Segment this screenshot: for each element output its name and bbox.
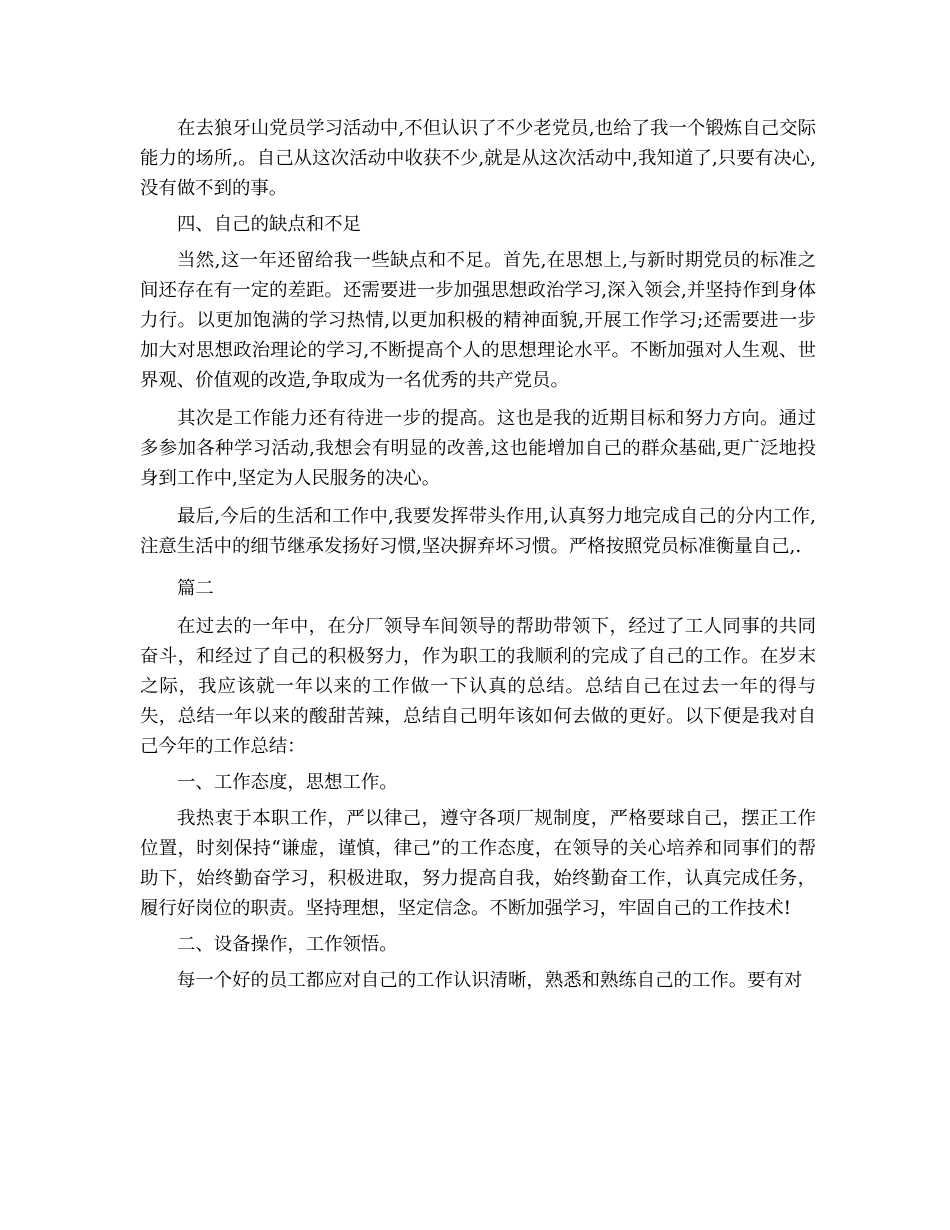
section-title-part-two: 篇二: [177, 578, 214, 599]
document-body: [140, 114, 816, 996]
paragraph-shortcomings: 当然,这一年还留给我一些缺点和不足。首先,在思想上,与新时期党员的标准之间还存在有一定的差距。还需要进一步加强思想政治学习,深入领会,并坚持作到身体力行。以更加饱满的学习热情,以更加积极的精神面貌,开展工作学习;还需要进一步加大对思想政治理论的学习,不断提高个人的思想理论水平。不断加强对人生观、世界观、价值观的改造,争取成为一名优秀的共产党员。: [140, 250, 816, 391]
paragraph-work-ability: 其次是工作能力还有待进一步的提高。这也是我的近期目标和努力方向。通过多参加各种学习活动,我想会有明显的改善,这也能增加自己的群众基础,更广泛地投身到工作中,坚定为人民服务的决心。: [140, 408, 816, 489]
paragraph-langya-activity: 在去狼牙山党员学习活动中,不但认识了不少老党员,也给了我一个锻炼自己交际能力的场所,。自己从这次活动中收获不少,就是从这次活动中,我知道了,只要有决心,没有做不到的事。: [140, 118, 816, 199]
paragraph-work-attitude: 我热衷于本职工作，严以律己，遵守各项厂规制度，严格要球自己，摆正工作位置，时刻保持“谦虚，谨慎，律己”的工作态度，在领导的关心培养和同事们的帮助下，始终勤奋学习，积极进取，努力提高自我，始终勤奋工作，认真完成任务，履行好岗位的职责。坚持理想，坚定信念。不断加强学习，牢固自己的工作技术!: [140, 808, 816, 919]
heading-work-attitude: 一、工作态度，思想工作。: [177, 772, 398, 793]
paragraph-year-summary: 在过去的一年中，在分厂领导车间领导的帮助带领下，经过了工人同事的共同奋斗，和经过了自己的积极努力，作为职工的我顺利的完成了自己的工作。在岁末之际，我应该就一年以来的工作做一下认真的总结。总结自己在过去一年的得与失，总结一年以来的酸甜苦辣，总结自己明年该如何去做的更好。以下便是我对自己今年的工作总结：: [140, 616, 816, 757]
paragraph-future-plans: 最后,今后的生活和工作中,我要发挥带头作用,认真努力地完成自己的分内工作,注意生活中的细节继承发扬好习惯,坚决摒弃坏习惯。严格按照党员标准衡量自己,.: [140, 506, 816, 557]
heading-equipment-operation: 二、设备操作，工作领悟。: [177, 934, 398, 955]
heading-shortcomings: 四、自己的缺点和不足: [177, 214, 361, 235]
paragraph-equipment-operation: 每一个好的员工都应对自己的工作认识清晰，熟悉和熟练自己的工作。要有对: [177, 970, 803, 991]
